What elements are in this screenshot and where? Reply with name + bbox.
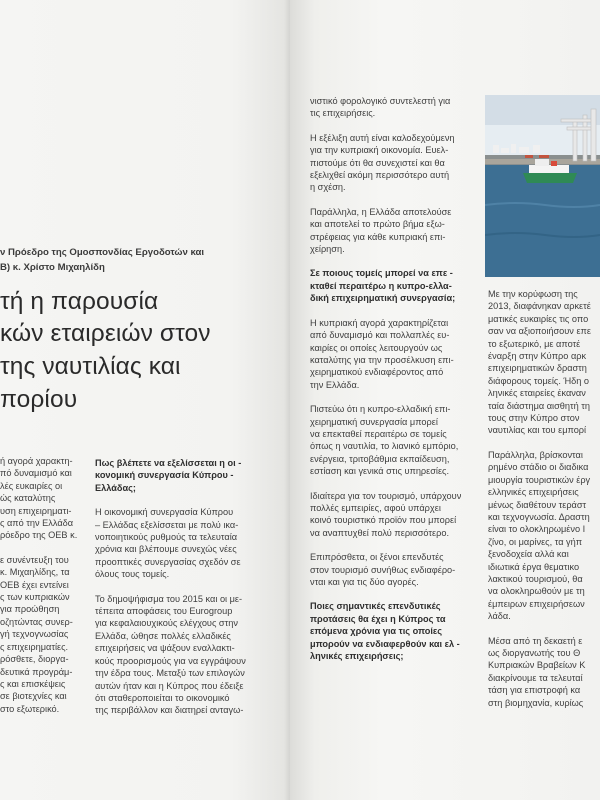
text-line: μιουργία τουριστικών έργ [488, 474, 591, 485]
text-line: ς επιχειρηματίες. [0, 641, 69, 652]
text-line: της περιβάλλον και διατηρεί ανταγω- [95, 705, 244, 716]
text-line: να αναπτυχθεί πολύ περισσότερο. [310, 527, 450, 538]
text-line: καιρίες οι οποίες λειτουργούν ως [310, 342, 443, 353]
text-line: κούς προορισμούς για να εγγράψουν [95, 655, 246, 666]
text-line: ξενοδοχεία αλλά και [488, 549, 569, 560]
text-line: δευτικά προγράμ- [0, 666, 73, 677]
text-line: διάφορους τομείς. Ήδη ο [488, 375, 590, 386]
text-line: Η εξέλιξη αυτή είναι καλοδεχούμενη [310, 132, 455, 143]
text-line: ενέργεια, τριτοβάθμια εκπαίδευση, [310, 453, 450, 464]
text-line: επιχειρηματικών δραστη [488, 363, 587, 374]
headline-line-1: τή η παρουσία [0, 288, 159, 315]
text-line: σε βιοτεχνίες και [0, 691, 67, 702]
paragraph-gap [310, 588, 475, 600]
question-line: Πως βλέπετε να εξελίσσεται η οι - [95, 458, 242, 468]
text-line: Παράλληλα, βρίσκονται [488, 449, 583, 460]
text-line: ότι σταθεροποιείται το οικονομικό [95, 692, 230, 703]
text-line: μένως διαθέτουν τεράστ [488, 499, 587, 510]
text-line: Με την κορύφωση της [488, 289, 578, 299]
lead-line-2: Β) κ. Χρίστο Μιχαηλίδη [0, 262, 105, 273]
text-line: Το δημοψήφισμα του 2015 και οι με- [95, 593, 243, 604]
text-line: ς και επισκέψεις [0, 678, 66, 689]
text-line: τις επιχειρήσεις. [310, 108, 376, 119]
text-line: νιστικό φορολογικό συντελεστή για [310, 96, 451, 106]
text-line: επιχειρήσεις να ψάξουν εναλλακτι- [95, 643, 235, 654]
text-line: να επεκταθεί περαιτέρω σε τομείς [310, 428, 447, 439]
text-line: για προώθηση [0, 604, 60, 615]
text-line: ς από την Ελλάδα [0, 518, 74, 529]
text-line: Μέσα από τη δεκαετή ε [488, 635, 583, 646]
text-line: Ιδιαίτερα για τον τουρισμό, υπάρχουν [310, 490, 462, 501]
text-line: αυτών ήταν και η Κύπρος που έδειξε [95, 680, 244, 691]
question-line: κταθεί περαιτέρω η κυπρο-ελλα- [310, 280, 452, 291]
question-line: επόμενα χρόνια για τις οποίες [310, 626, 443, 637]
left-page [0, 0, 290, 800]
text-line: διακρίνουμε τα τελευταί [488, 672, 583, 683]
text-line: λές ευκαιρίες οι [0, 480, 63, 491]
text-line: ναυτιλίας και του εμπορί [488, 425, 587, 436]
text-line: πολλές εμπειρίες, αφού υπάρχει [310, 502, 441, 513]
text-line: ελληνικές επιχειρήσεις [488, 487, 579, 498]
text-line: ΟΕΒ έχει εντείνει [0, 579, 69, 590]
text-line: για την κυπριακή οικονομία. Ευελ- [310, 145, 449, 156]
paragraph-gap [310, 539, 475, 551]
text-line: η σχέση. [310, 182, 346, 193]
text-line: έμπειρων επιχειρήσεων [488, 598, 585, 609]
text-line: κοινό τουριστικό προϊόν που μπορεί [310, 515, 457, 526]
text-line: υση επιχειρηματι- [0, 505, 72, 516]
text-line: πό δυναμισμό και [0, 468, 72, 479]
text-line: Η οικονομική συνεργασία Κύπρου [95, 507, 234, 518]
text-line: ληνικές εταιρείες έκαναν [488, 388, 586, 399]
text-line: σαν να αξιοποιήσουν επε [488, 326, 591, 337]
text-line: και αποτελεί το πρώτο βήμα εξω- [310, 219, 445, 230]
question-line: μπορούν να ενδιαφερθούν και ελ - [310, 638, 460, 649]
question-line: κονομική συνεργασία Κύπρου - [95, 470, 234, 481]
text-line: ως διοργανωτής του Θ [488, 647, 581, 658]
left-text-fragment [0, 455, 84, 715]
text-line: στρέφειας για κάθε κυπριακή επι- [310, 231, 446, 242]
text-line: την Ελλάδα. [310, 379, 360, 390]
paragraph-gap [0, 542, 84, 554]
text-line: λακτικού τουρισμού, θα [488, 573, 583, 584]
headline-line-3: της ναυτιλίας και [0, 353, 181, 380]
far-right-text-fragment [488, 288, 600, 709]
text-line: τέπειτα αποφάσεις του Eurogroup [95, 606, 233, 617]
text-line: Η κυπριακή αγορά χαρακτηρίζεται [310, 317, 449, 328]
text-line: Παράλληλα, η Ελλάδα αποτελούσε [310, 206, 452, 217]
text-line: – Ελλάδας εξελίσσεται με πολύ ικα- [95, 519, 239, 530]
text-line: ρόσθετε, διοργα- [0, 654, 69, 665]
text-line: ζίνο, οι μαρίνες, τα γήπ [488, 536, 583, 547]
text-line: στο εξωτερικό. [0, 703, 60, 714]
text-line: χείρηση. [310, 244, 345, 255]
text-line: κ. Μιχαηλίδης, τα [0, 567, 70, 578]
text-line: είναι το ολοκληρωμένο Ι [488, 524, 586, 535]
text-line: ή αγορά χαρακτη- [0, 456, 73, 466]
paragraph-gap [310, 194, 475, 206]
lead-line-1: ν Πρόεδρο της Ομοσπονδίας Εργοδοτών και [0, 247, 205, 258]
paragraph-gap [310, 391, 475, 403]
text-line: νται και για τις δύο αγορές. [310, 577, 419, 587]
text-line: ς των κυπριακών [0, 592, 70, 603]
text-line: χρόνια και βλέπουμε συνεχώς νέες [95, 544, 237, 555]
text-line: για κεφαλαιουχικούς ελέγχους στην [95, 618, 238, 629]
text-line: έναρξη στην Κύπρο αρκ [488, 351, 587, 362]
text-line: ε συνέντευξη του [0, 554, 69, 565]
text-line: εστίαση και γενικά στις υπηρεσίες. [310, 466, 450, 477]
headline-line-4: πορίου [0, 386, 78, 413]
paragraph-gap [310, 255, 475, 267]
paragraph-gap [310, 478, 475, 490]
text-line: νοποιητικούς ρυθμούς τα τελευταία [95, 532, 238, 543]
text-line: ματικές ευκαιρίες τις οπο [488, 313, 589, 324]
interview-column-right [310, 95, 475, 662]
paragraph-gap [310, 120, 475, 132]
text-line: ιδιωτικά έργα θεματικο [488, 561, 580, 572]
text-line: Πιστεύω ότι η κυπρο-ελλαδική επι- [310, 404, 451, 415]
port-cranes-photo [485, 95, 600, 277]
question-line: Σε ποιους τομείς μπορεί να επε - [310, 268, 453, 279]
text-line: από δυναμισμό και πολλαπλές ευ- [310, 330, 450, 341]
text-line: τάση για επιστροφή κα [488, 685, 581, 696]
text-line: εξελιχθεί ακόμη περισσότερο αυτή [310, 170, 450, 181]
text-line: προοπτικές συνεργασίας σχεδόν σε [95, 556, 241, 567]
text-line: ταία διάστημα αισθητή τη [488, 400, 591, 411]
text-line: καταλύτης για την προσέλκυση επι- [310, 354, 454, 365]
paragraph-gap [95, 494, 265, 506]
text-line: το εξωτερικό, με αποτέ [488, 338, 581, 349]
text-line: και τεχνογνωσία. Δραστη [488, 511, 590, 522]
text-line: χειρηματική συνεργασία μπορεί [310, 416, 438, 427]
text-line: στη βιομηχανία, κυρίως [488, 697, 584, 708]
text-line: Κυπριακών Βραβείων Κ [488, 660, 586, 671]
text-line: την έδρα τους. Μεταξύ των επιλογών [95, 668, 245, 679]
text-line: ώς καταλύτης [0, 493, 56, 504]
port-photo-image [485, 95, 600, 277]
question-line: ληνικές επιχειρήσεις; [310, 651, 404, 662]
question-line: προτάσεις θα έχει η Κύπρος τα [310, 613, 446, 624]
question-line: Ελλάδας; [95, 482, 136, 493]
question-line: Ποιες σημαντικές επενδυτικές [310, 601, 441, 612]
interview-column-middle [95, 457, 265, 717]
text-line: να ολοκληρωθούν με τη [488, 586, 585, 597]
text-line: πιστούμε ότι θα συνεχιστεί και θα [310, 157, 445, 168]
question-line: δική επιχειρηματική συνεργασία; [310, 293, 456, 304]
headline-line-2: κών εταιρειών στον [0, 320, 211, 347]
paragraph-gap [95, 581, 265, 593]
text-line: γή τεχνογνωσίας [0, 629, 69, 640]
text-line: Επιπρόσθετα, οι ξένοι επενδυτές [310, 552, 444, 563]
text-line: όπως η ναυτιλία, το λιανικό εμπόριο, [310, 441, 459, 452]
text-line: οζητώντας συνερ- [0, 616, 73, 627]
text-line: λάδα. [488, 611, 511, 622]
text-line: χειρηματικού ενδιαφέροντος από [310, 367, 444, 378]
text-line: ρόεδρο της ΟΕΒ κ. [0, 530, 78, 541]
text-line: Ελλάδα, ώθησε πολλές ελλαδικές [95, 630, 231, 641]
text-line: στον τουρισμό συνήθως ενδιαφέρο- [310, 564, 456, 575]
text-line: 2013, διαφάνηκαν αρκετέ [488, 301, 591, 312]
paragraph-gap [488, 437, 600, 449]
text-line: ρημένο στάδιο οι διαδικα [488, 462, 589, 473]
text-line: όλους τους τομείς. [95, 569, 170, 580]
text-line: τους στην Κύπρο στον [488, 413, 580, 424]
paragraph-gap [488, 623, 600, 635]
paragraph-gap [310, 305, 475, 317]
